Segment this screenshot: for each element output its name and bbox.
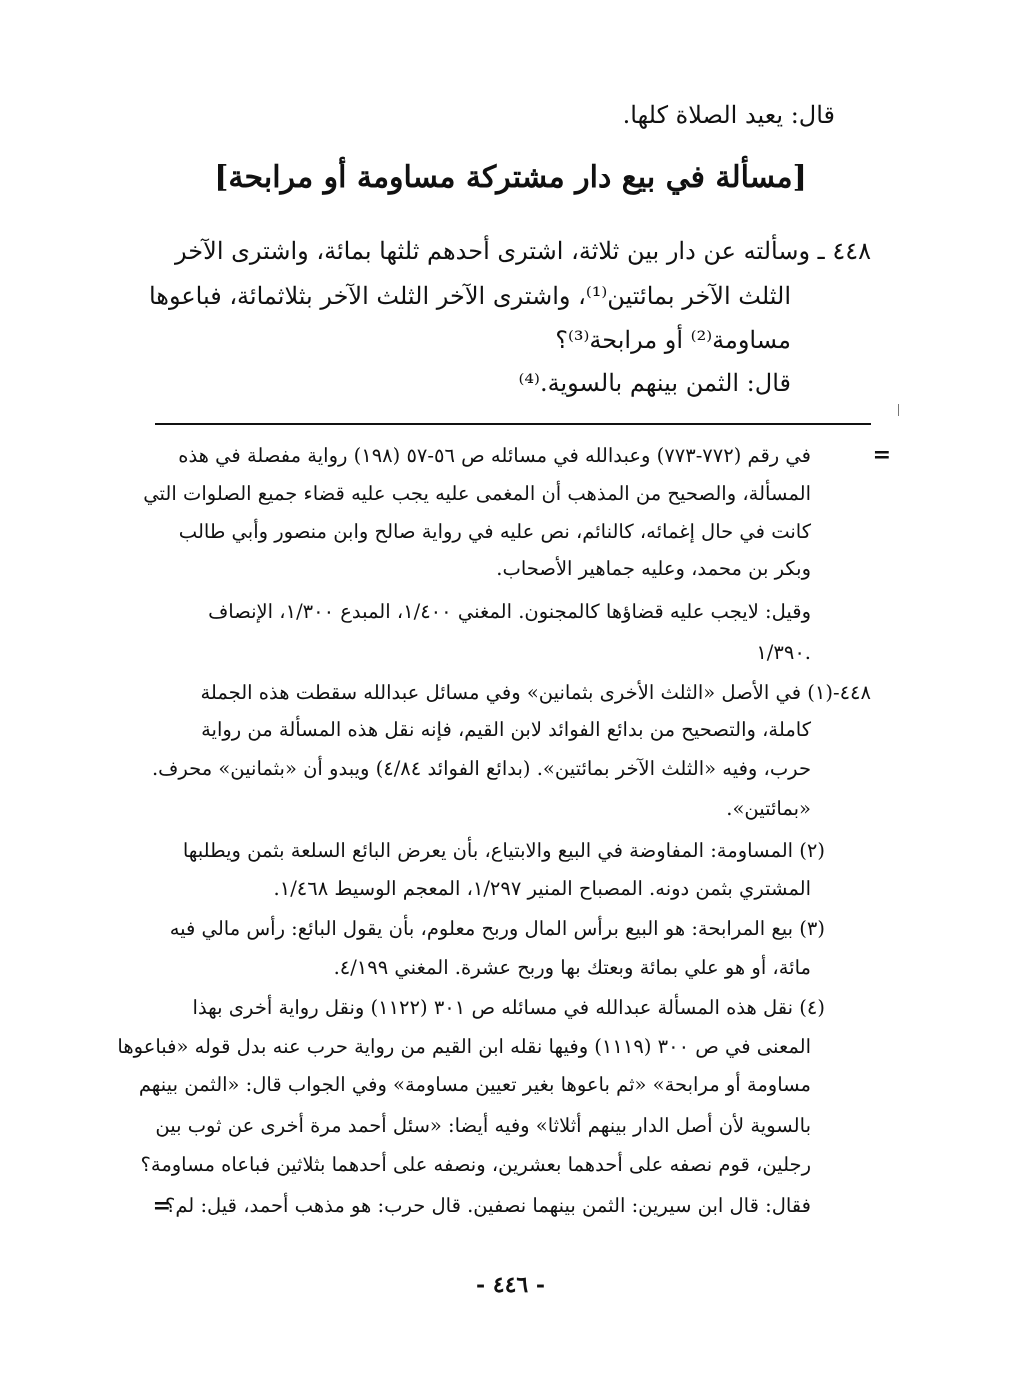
footnote-line: في رقم (٧٧٢-٧٧٣) وعبدالله في مسائله ص ٥٦-٥٧ (١٩٨) رواية مفصلة في هذه	[178, 444, 811, 467]
footnote-line: مائة، أو هو علي بمائة وبعتك بها وربح عشرة. المغني ٤/١٩٩.	[333, 956, 811, 979]
footnote-line: بالسوية لأن أصل الدار بينهم أثلاثا» وفيه أيضا: «سئل أحمد مرة أخرى عن ثوب بين	[155, 1114, 811, 1137]
footnote-line: «بمائتين».	[726, 797, 811, 820]
section-heading: [مسألة في بيع دار مشتركة مساومة أو مرابحة]	[214, 160, 807, 195]
footnote-line: المسألة، والصحيح من المذهب أن المغمى عليه يجب عليه قضاء جميع الصلوات التي	[143, 482, 811, 505]
continuation-mark-top: =	[872, 442, 891, 468]
footnote-line: وقيل: لايجب عليه قضاؤها كالمجنون. المغني ١/٤٠٠، المبدع ١/٣٠٠، الإنصاف	[208, 600, 811, 623]
footnote-line: (٤) نقل هذه المسألة عبدالله في مسائله ص ٣٠١ (١١٢٢) ونقل رواية أخرى بهذا	[192, 996, 825, 1019]
footnote-line: ١/٣٩٠.	[756, 641, 811, 664]
footnote-line: (٢) المساومة: المفاوضة في البيع والابتياع، بأن يعرض البائع السلعة بثمن ويطلبها	[182, 839, 825, 862]
footnote-line: كاملة، والتصحيح من بدائع الفوائد لابن القيم، فإنه نقل هذه المسألة من رواية	[201, 718, 811, 741]
question-line: مساومة⁽²⁾ أو مرابحة⁽³⁾؟	[555, 326, 791, 354]
footnote-line: رجلين، قوم نصفه على أحدهما بعشرين، ونصفه على أحدهما بثلاثين فباعاه مساومة؟	[140, 1153, 811, 1176]
answer-line: قال: الثمن بينهم بالسوية.⁽⁴⁾	[518, 369, 791, 397]
footnote-line: فقال: قال ابن سيرين: الثمن بينهما نصفين. قال حرب: هو مذهب أحمد، قيل: لم؟	[164, 1194, 811, 1217]
footnote-line: المشتري بثمن دونه. المصباح المنير ١/٢٩٧، المعجم الوسيط ١/٤٦٨.	[273, 877, 811, 900]
question-line: ٤٤٨ ـ وسألته عن دار بين ثلاثة، اشترى أحدهم ثلثها بمائة، واشترى الآخر	[175, 237, 871, 265]
page-number: - ٤٤٦ -	[475, 1272, 546, 1298]
footnote-line: (٣) بيع المرابحة: هو البيع برأس المال وربح معلوم، بأن يقول البائع: رأس مالي فيه	[169, 917, 825, 940]
continuation-mark-bottom: =	[152, 1193, 171, 1219]
footnote-line: ٤٤٨-(١) في الأصل «الثلث الأخرى بثمانين» وفي مسائل عبدالله سقطت هذه الجملة	[200, 681, 871, 704]
question-line: الثلث الآخر بمائتين⁽¹⁾، واشترى الآخر الثلث الآخر بثلاثمائة، فباعوها	[148, 282, 791, 310]
footnote-separator	[155, 423, 871, 425]
footnote-line: مساومة أو مرابحة» «ثم باعوها بغير تعيين مساومة» وفي الجواب قال: «الثمن بينهم	[138, 1073, 811, 1096]
intro-line: قال: يعيد الصلاة كلها.	[622, 101, 835, 129]
footnote-line: المعنى في ص ٣٠٠ (١١١٩) وفيها نقله ابن القيم من رواية حرب عنه بدل قوله «فباعوها	[117, 1035, 811, 1058]
scan-mark	[898, 404, 899, 416]
footnote-line: كانت في حال إغمائه، كالنائم، نص عليه في رواية صالح وابن منصور وأبي طالب	[178, 520, 811, 543]
footnote-line: وبكر بن محمد، وعليه جماهير الأصحاب.	[496, 557, 811, 580]
footnote-line: حرب، وفيه «الثلث الآخر بمائتين». (بدائع الفوائد ٤/٨٤) ويبدو أن «بثمانين» محرف.	[151, 757, 811, 780]
